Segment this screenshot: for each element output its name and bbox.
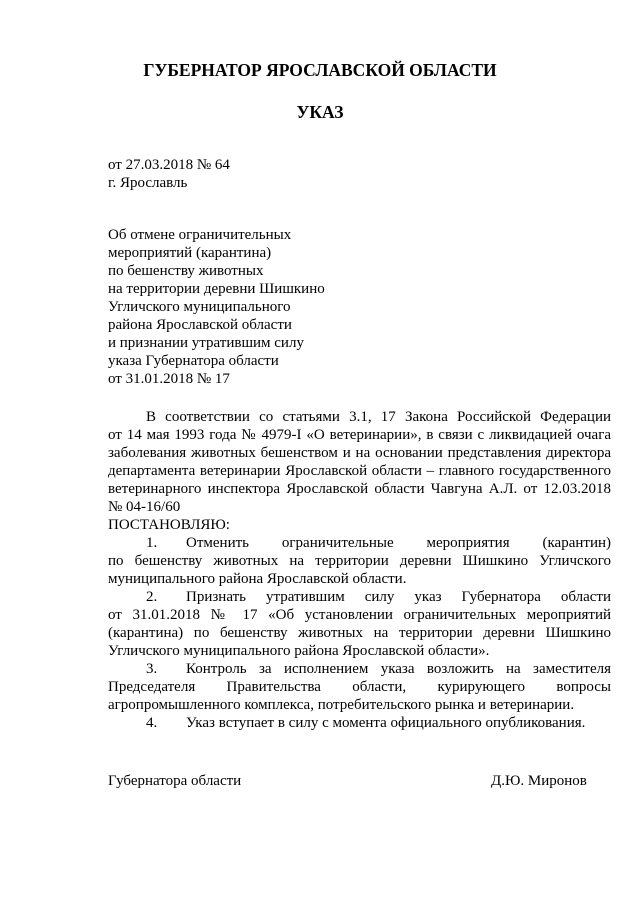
subject-line: на территории деревни Шишкино (108, 281, 325, 297)
preamble-line: заболевания животных бешенством и на основании представления директора (108, 445, 611, 461)
preamble-line: ветеринарного инспектора Ярославской области Чавгуна А.Л. от 12.03.2018 (108, 481, 611, 497)
item-text: Признать утратившим силу указ Губернатора области (186, 589, 611, 605)
item-4-first-line (108, 714, 611, 732)
decree-body (108, 408, 611, 732)
item-line: (карантина) по бешенству животных на территории деревни Шишкино (108, 625, 611, 641)
signature-name: Д.Ю. Миронов (491, 773, 587, 789)
item-number: 1. (146, 535, 158, 551)
item-line: по бешенству животных на территории деревни Шишкино Угличского (108, 553, 611, 569)
item-1-first-line (108, 534, 611, 552)
item-line: Председателя Правительства области, курирующего вопросы (108, 679, 611, 695)
item-number: 4. (146, 715, 158, 731)
decree-subject (108, 226, 325, 388)
item-line: Угличского муниципального района Ярославской области». (108, 643, 490, 659)
preamble-line: департамента ветеринарии Ярославской области – главного государственного (108, 463, 611, 479)
subject-line: указа Губернатора области (108, 353, 279, 369)
item-text: Контроль за исполнением указа возложить на заместителя (186, 661, 611, 677)
document-header-title: ГУБЕРНАТОР ЯРОСЛАВСКОЙ ОБЛАСТИ (143, 60, 497, 80)
item-line: от 31.01.2018 № 17 «Об установлении ограничительных мероприятий (108, 607, 611, 623)
subject-line: Об отмене ограничительных (108, 227, 292, 243)
preamble-line: № 04-16/60 (108, 499, 181, 515)
subject-line: и признании утратившим силу (108, 335, 304, 351)
subject-line: от 31.01.2018 № 17 (108, 371, 230, 387)
item-line: агропромышленного комплекса, потребительского рынка и ветеринарии. (108, 697, 575, 713)
signature-position: Губернатора области (108, 773, 242, 789)
item-line: муниципального района Ярославской области. (108, 571, 407, 587)
item-number: 3. (146, 661, 158, 677)
subject-line: района Ярославской области (108, 317, 292, 333)
preamble-line: от 14 мая 1993 года № 4979-I «О ветеринарии», в связи с ликвидацией очага (108, 427, 611, 443)
subject-line: по бешенству животных (108, 263, 264, 279)
item-text: Отменить ограничительные мероприятия (карантин) (186, 535, 611, 551)
subject-line: Угличского муниципального (108, 299, 291, 315)
item-3-first-line (108, 660, 611, 678)
subject-line: мероприятий (карантина) (108, 245, 272, 261)
item-2-first-line (108, 588, 611, 606)
decree-word: ПОСТАНОВЛЯЮ: (108, 517, 230, 533)
preamble-line: В соответствии со статьями 3.1, 17 Закона Российской Федерации (146, 409, 611, 425)
item-text: Указ вступает в силу с момента официального опубликования. (186, 715, 586, 731)
decree-date-number: от 27.03.2018 № 64 (108, 157, 230, 173)
item-number: 2. (146, 589, 158, 605)
document-type-heading: УКАЗ (296, 102, 344, 122)
decree-city: г. Ярославль (108, 175, 188, 191)
